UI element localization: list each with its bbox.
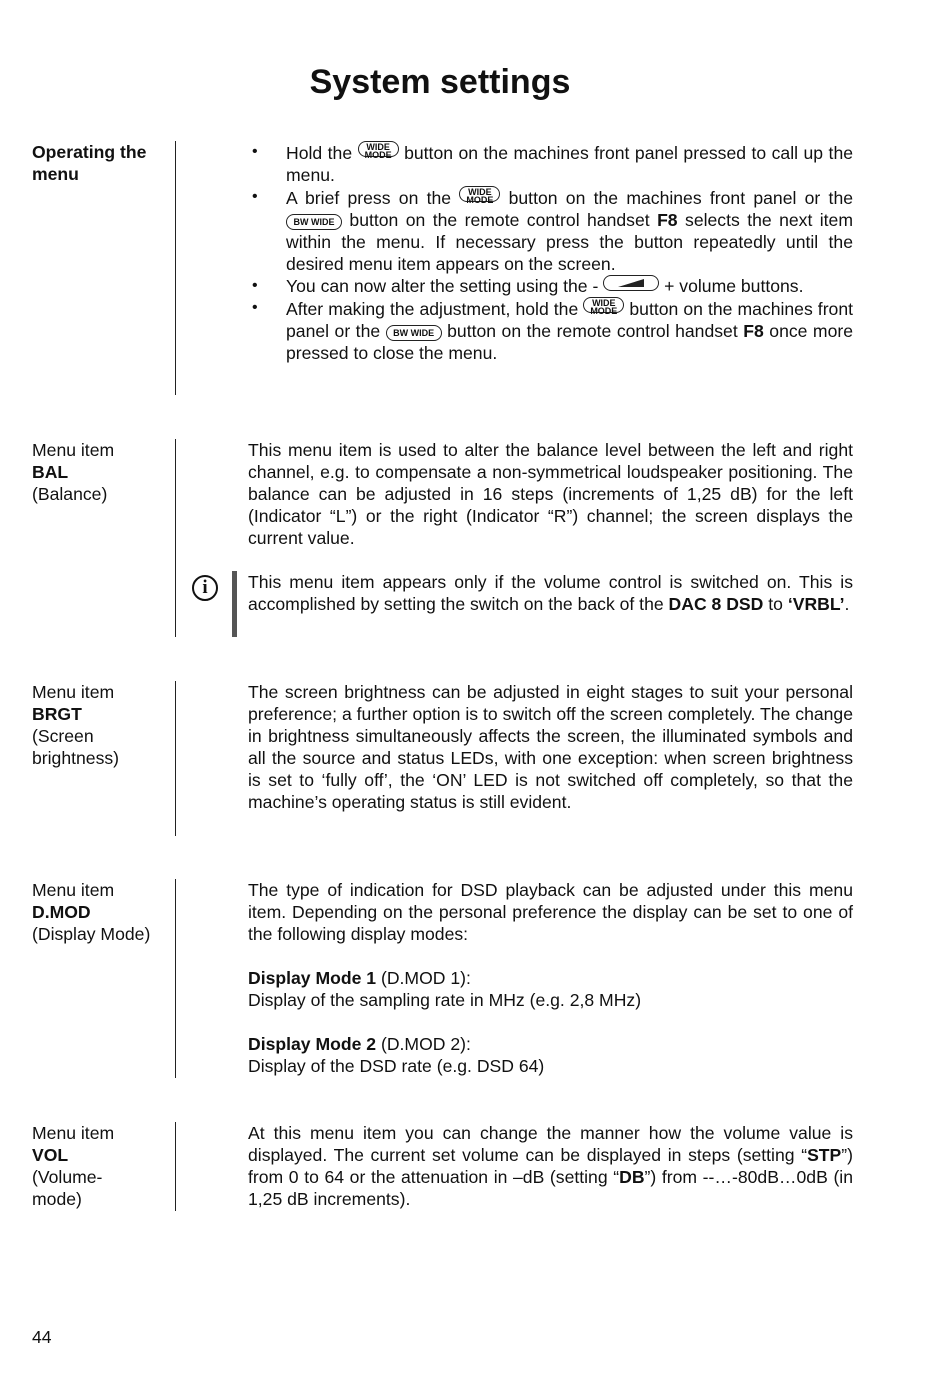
section-body [248, 1122, 853, 1210]
list-item: • A brief press on the WIDE MODE button on the machines front panel or the BW WIDE button on the remote control handset F8 selects the next item within the menu. If necessary press the button repeatedly until the desired menu item appears on the screen. [248, 186, 853, 275]
wide-mode-key-icon: WIDE MODE [459, 186, 500, 202]
paragraph: The screen brightness can be adjusted in eight stages to suit your personal preference; a further option is to switch off the screen completely. The change in brightness simultaneously affects the screen, the illuminated symbols and all the source and status LEDs, with one exception: when screen brightness is set to ‘fully off’, the ‘ON’ LED is not switched off completely, so that the machine’s operating status is still evident. [248, 682, 853, 812]
divider [175, 141, 176, 395]
mode-2-description: Display of the DSD rate (e.g. DSD 64) [248, 1056, 545, 1076]
list-item: • After making the adjustment, hold the WIDE MODE button on the machines front panel or the BW WIDE button on the remote control handset F8 once more pressed to close the menu. [248, 297, 853, 364]
section-label: Menu item BAL (Balance) [32, 440, 115, 504]
page-title: System settings [309, 63, 571, 101]
section-body [248, 681, 853, 813]
divider [175, 681, 176, 836]
divider [175, 879, 176, 1078]
divider [175, 439, 176, 637]
section-label: Menu item BRGT (Screen brightness) [32, 682, 120, 768]
wide-mode-key-icon: WIDE MODE [583, 297, 624, 313]
section-label: Menu item VOL (Volume-mode) [32, 1123, 115, 1209]
info-icon: i [192, 575, 218, 601]
wide-mode-key-icon: WIDE MODE [358, 141, 399, 157]
mode-1-description: Display of the sampling rate in MHz (e.g. 2,8 MHz) [248, 990, 642, 1010]
list-item: • You can now alter the setting using the - + volume buttons. [248, 275, 853, 297]
bw-wide-key-icon: BW WIDE [386, 325, 442, 341]
bw-wide-key-icon: BW WIDE [286, 214, 342, 230]
mode-1-heading: Display Mode 1 (D.MOD 1): [248, 968, 471, 988]
bullet-list [248, 141, 853, 364]
list-item: • Hold the WIDE MODE button on the machines front panel pressed to call up the menu. [248, 141, 853, 186]
volume-wedge-icon [603, 275, 659, 291]
section-label: Menu item D.MOD (Display Mode) [32, 880, 151, 944]
section-body [248, 879, 853, 1077]
divider [175, 1122, 176, 1211]
note-bar [232, 571, 237, 637]
paragraph: At this menu item you can change the manner how the volume value is displayed. The current set volume can be displayed in steps (setting “STP”) from 0 to 64 or the attenuation in –dB (setting “DB”) from --…-80dB…0dB (in 1,25 dB increments). [248, 1123, 853, 1209]
section-body [248, 141, 853, 364]
page-number: 44 [32, 1327, 52, 1347]
paragraph: This menu item is used to alter the balance level between the left and right channel, e.g. to compensate a non-symmetrical loudspeaker positioning. The balance can be adjusted in 16 steps (increments of 1,25 dB) for the left (Indicator “L”) or the right (Indicator “R”) channel; the screen displays the current value. [248, 440, 853, 548]
mode-2-heading: Display Mode 2 (D.MOD 2): [248, 1034, 471, 1054]
paragraph: The type of indication for DSD playback can be adjusted under this menu item. Depending on the personal preference the display can be set to one of the following display modes: [248, 880, 853, 944]
section-label: Operating the menu [32, 142, 147, 184]
note-text: This menu item appears only if the volume control is switched on. This is accomplished by setting the switch on the back of the DAC 8 DSD to ‘VRBL’. [248, 572, 853, 614]
section-body [248, 439, 853, 549]
